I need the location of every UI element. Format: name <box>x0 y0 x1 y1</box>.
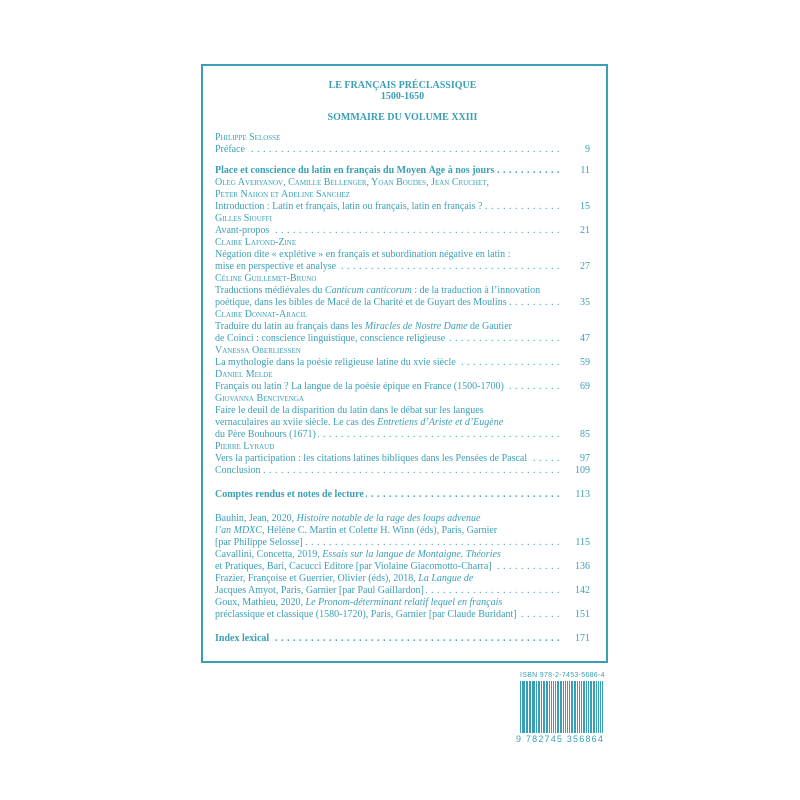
barcode-bar <box>543 681 545 733</box>
barcode-digits: 9 782745 356864 <box>516 734 605 744</box>
entry-title: préclassique et classique (1580-1720), Paris, Garnier [par Claude Buridant] <box>215 609 517 620</box>
author: Philippe Selosse <box>215 132 281 143</box>
page-number: 97 <box>580 453 590 464</box>
barcode-bar <box>549 681 550 733</box>
barcode-bar <box>557 681 559 733</box>
barcode-bar <box>588 681 589 733</box>
entry-title: [par Philippe Selosse] <box>215 537 303 548</box>
barcode-bar <box>546 681 547 733</box>
barcode-bar <box>553 681 554 733</box>
barcode-bar <box>586 681 587 733</box>
barcode-bar <box>602 681 603 733</box>
page-number: 136 <box>575 561 590 572</box>
page-number: 27 <box>580 261 590 272</box>
barcode-bar <box>584 681 585 733</box>
barcode <box>516 681 608 733</box>
entry-title: et Pratiques, Bari, Cacucci Editore [par Violaine Giacomotto-Charra] <box>215 561 492 572</box>
barcode-bar <box>523 681 524 733</box>
barcode-bar <box>594 681 595 733</box>
barcode-bar <box>536 681 537 733</box>
toc-entry-preface <box>215 144 590 156</box>
page-number: 115 <box>575 537 590 548</box>
toc-entry-miracles <box>215 333 590 345</box>
barcode-bar <box>538 681 539 733</box>
barcode-bar <box>547 681 548 733</box>
barcode-bar <box>590 681 592 733</box>
barcode-bar <box>572 681 573 733</box>
entry-title: Avant-propos <box>215 225 270 236</box>
page-number: 59 <box>580 357 590 368</box>
barcode-bar <box>526 681 527 733</box>
author: Claire Donnat-Aracil <box>215 309 308 320</box>
entry-title: poétique, dans les bibles de Macé de la Charité et de Guyart des Moulins <box>215 297 507 308</box>
review-line: l’an MDXC, Hélène C. Martin et Colette H. Winn (éds), Paris, Garnier <box>215 525 498 536</box>
author: Peter Nahon et Adeline Sanchez <box>215 189 350 200</box>
toc-entry-review-bauhin <box>215 537 590 549</box>
page-number: 109 <box>575 465 590 476</box>
barcode-bar <box>563 681 564 733</box>
toc-section-2 <box>215 489 590 501</box>
author: Pierre Lyraud <box>215 441 275 452</box>
page-number: 113 <box>575 489 590 500</box>
entry-title: La mythologie dans la poésie religieuse latine du xvie siècle <box>215 357 456 368</box>
entry-title: Français ou latin ? La langue de la poésie épique en France (1500-1700) <box>215 381 504 392</box>
author: Giovanna Bencivenga <box>215 393 304 404</box>
author: Gilles Siouffi <box>215 213 272 224</box>
entry-title: mise en perspective et analyse <box>215 261 337 272</box>
page-number: 142 <box>575 585 590 596</box>
toc-entry-canticum <box>215 297 590 309</box>
section-title: Place et conscience du latin en français du Moyen Âge à nos jours <box>215 165 495 176</box>
toc-section-1 <box>215 165 590 177</box>
contents-frame <box>201 64 608 663</box>
journal-title: LE FRANÇAIS PRÉCLASSIQUE <box>328 80 477 91</box>
barcode-bar <box>600 681 601 733</box>
toc-entry-mythologie <box>215 357 590 369</box>
barcode-bar <box>583 681 584 733</box>
barcode-bar <box>520 681 521 733</box>
entry-title-line: Négation dite « explétive » en français et subordination négative en latin : <box>215 249 511 260</box>
barcode-bar <box>574 681 576 733</box>
entry-title-line: Faire le deuil de la disparition du latin dans le débat sur les langues <box>215 405 484 416</box>
entry-title: du Père Bouhours (1671) <box>215 429 316 440</box>
author: Céline Guillemet-Bruno <box>215 273 317 284</box>
author: Vanessa Oberliessen <box>215 345 301 356</box>
isbn-block <box>516 672 608 744</box>
page-number: 11 <box>580 165 590 176</box>
page-number: 171 <box>575 633 590 644</box>
entry-title: de Coinci : conscience linguistique, conscience religieuse <box>215 333 446 344</box>
toc-entry-review-frazier <box>215 585 590 597</box>
author: Daniel Melde <box>215 369 273 380</box>
review-line: Bauhin, Jean, 2020, Histoire notable de la rage des loups advenue <box>215 513 481 524</box>
barcode-bar <box>551 681 552 733</box>
barcode-bar <box>561 681 562 733</box>
page-number: 85 <box>580 429 590 440</box>
barcode-bar <box>596 681 597 733</box>
barcode-bar <box>571 681 572 733</box>
author: Oleg Averyanov, Camille Bellenger, Yoan Boudes, Jean Cruchet, <box>215 177 490 188</box>
entry-title: Préface <box>215 144 245 155</box>
barcode-bar <box>593 681 594 733</box>
section-title: Index lexical <box>215 633 270 644</box>
review-line: Goux, Mathieu, 2020, Le Pronom-déterminant relatif lequel en français <box>215 597 503 608</box>
barcode-bar <box>567 681 568 733</box>
barcode-bar <box>569 681 570 733</box>
page-number: 69 <box>580 381 590 392</box>
summary-heading: SOMMAIRE DU VOLUME XXIII <box>327 112 478 123</box>
barcode-bar <box>565 681 566 733</box>
journal-dates: 1500-1650 <box>380 91 425 102</box>
entry-title: Conclusion <box>215 465 261 476</box>
barcode-bar <box>581 681 582 733</box>
barcode-bar <box>533 681 534 733</box>
barcode-bar <box>541 681 542 733</box>
page-number: 21 <box>580 225 590 236</box>
toc-entry-participation <box>215 453 590 465</box>
toc-entry-review-goux <box>215 609 590 621</box>
barcode-bar <box>527 681 528 733</box>
barcode-bar <box>577 681 578 733</box>
entry-title: Jacques Amyot, Paris, Garnier [par Paul Gaillardon] <box>215 585 424 596</box>
toc-entry-introduction <box>215 201 590 213</box>
barcode-bar <box>560 681 561 733</box>
page-number: 47 <box>580 333 590 344</box>
entry-title-line: Traduire du latin au français dans les Miracles de Nostre Dame de Gautier <box>215 321 512 332</box>
toc-entry-negation <box>215 261 590 273</box>
barcode-bar <box>529 681 531 733</box>
table-of-contents <box>215 80 590 645</box>
author: Claire Lafond-Zine <box>215 237 297 248</box>
page-number: 151 <box>575 609 590 620</box>
toc-entry-deuil <box>215 429 590 441</box>
barcode-bar <box>579 681 580 733</box>
entry-title-line: Traductions médiévales du Canticum canticorum : de la traduction à l’innovation <box>215 285 541 296</box>
barcode-bar <box>532 681 533 733</box>
toc-entry-francais-ou-latin <box>215 381 590 393</box>
entry-title-line: vernaculaires au xviie siècle. Le cas des Entretiens d’Ariste et d’Eugène <box>215 417 504 428</box>
toc-entry-conclusion <box>215 465 590 477</box>
review-line: Frazier, Françoise et Guerrier, Olivier (éds), 2018, La Langue de <box>215 573 474 584</box>
entry-title: Vers la participation : les citations latines bibliques dans les Pensées de Pascal <box>215 453 528 464</box>
review-line: Cavallini, Concetta, 2019, Essais sur la langue de Montaigne. Théories <box>215 549 501 560</box>
toc-entry-avant-propos <box>215 225 590 237</box>
back-cover <box>201 64 608 759</box>
isbn-label: ISBN 978-2-7453-5686-4 <box>520 672 605 679</box>
page-number: 35 <box>580 297 590 308</box>
barcode-bar <box>555 681 556 733</box>
entry-title: Introduction : Latin et français, latin ou français, latin en français ? <box>215 201 483 212</box>
page-number: 15 <box>580 201 590 212</box>
barcode-bar <box>522 681 523 733</box>
barcode-bar <box>598 681 599 733</box>
section-title: Comptes rendus et notes de lecture <box>215 489 364 500</box>
toc-index <box>215 633 590 645</box>
toc-entry-review-cavallini <box>215 561 590 573</box>
barcode-bar <box>539 681 540 733</box>
page-number: 9 <box>585 144 590 155</box>
